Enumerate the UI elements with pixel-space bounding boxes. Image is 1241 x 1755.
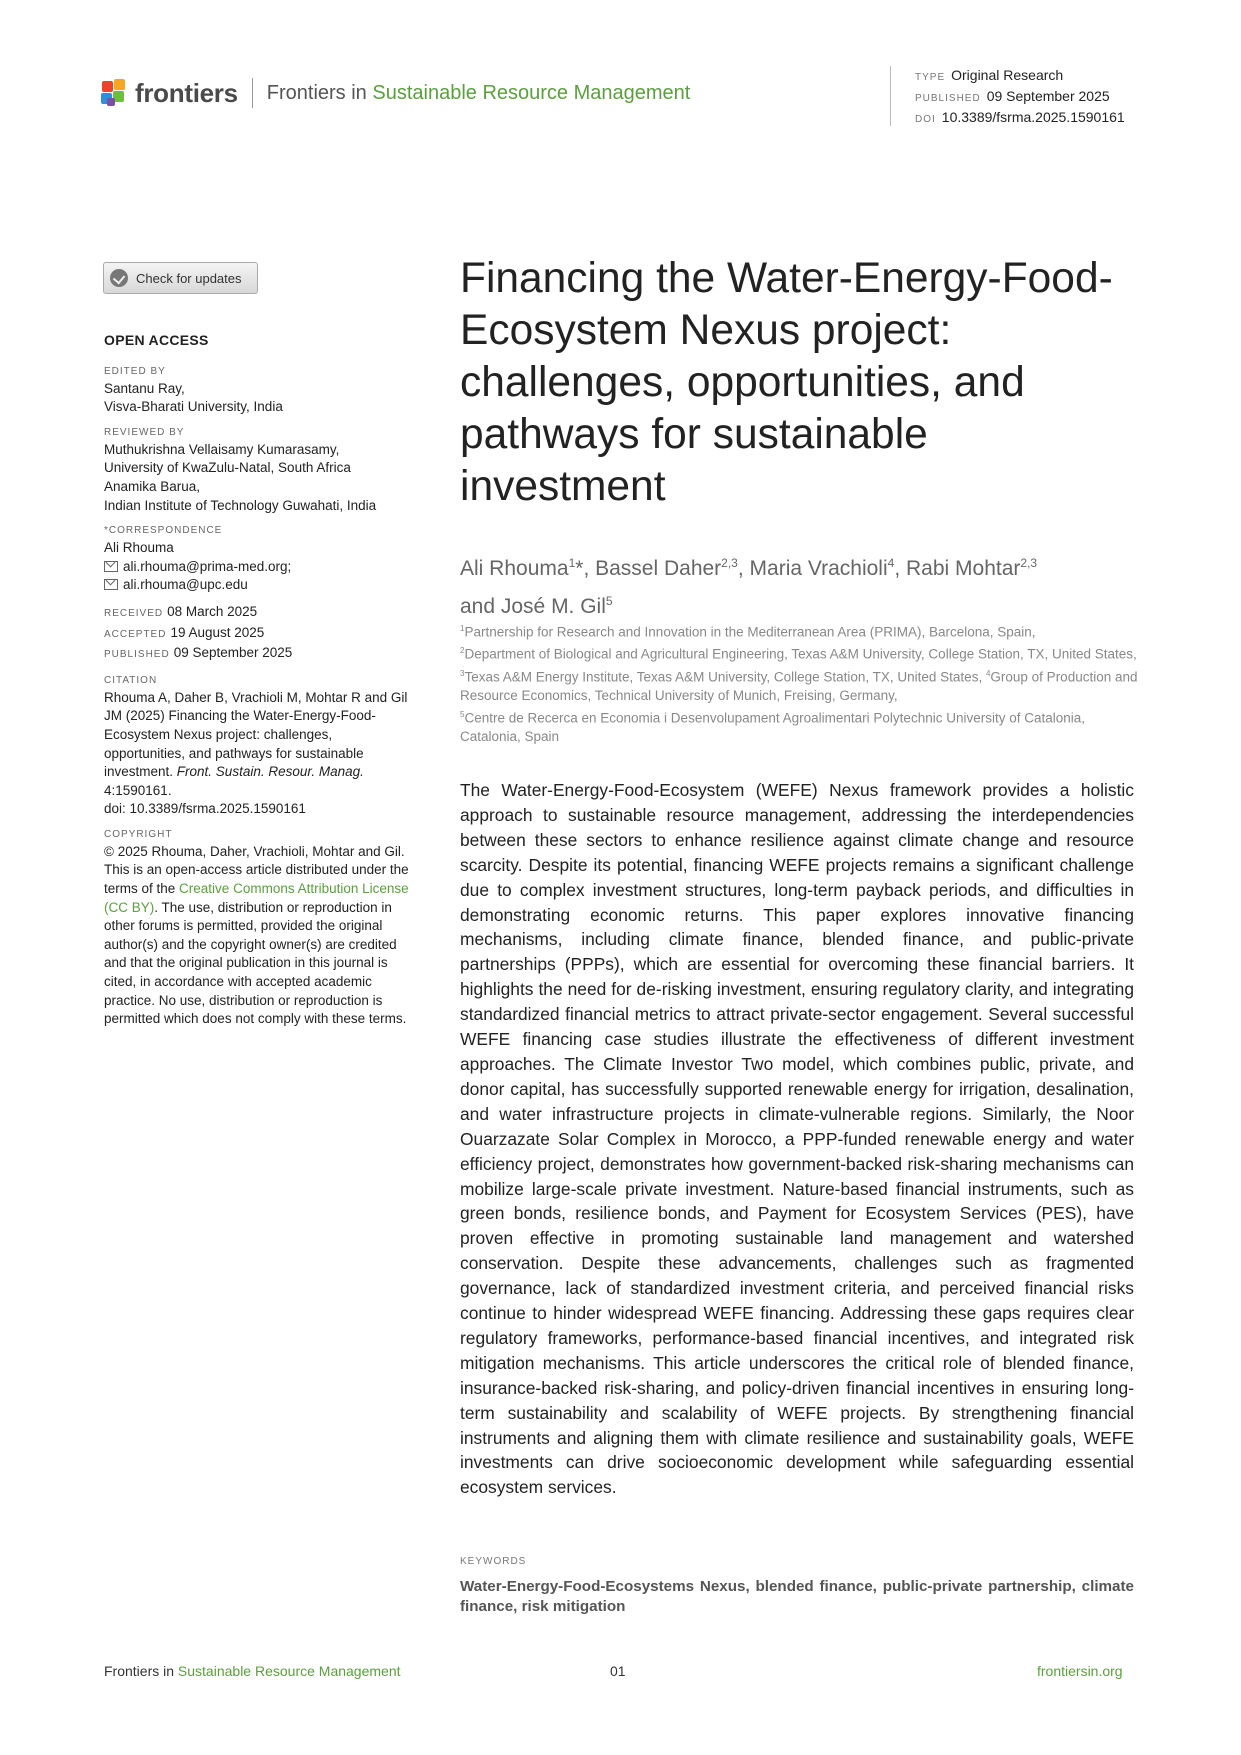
- copyright-section: [104, 827, 414, 1029]
- received-value: 08 March 2025: [167, 603, 258, 619]
- citation-label: CITATION: [104, 674, 158, 686]
- meta-published-label: PUBLISHED: [915, 93, 981, 104]
- accepted-value: 19 August 2025: [170, 624, 265, 640]
- copyright-body-rest: . The use, distribution or reproduction in other forums is permitted, provided the original author(s) and the copyright owner(s) are credited and that the original publication in this journal is cited, in accordance with accepted academic practice. No use, distribution or reproduction is permitted which does not comply with these terms.: [104, 899, 407, 1027]
- check-updates-icon: [110, 269, 128, 287]
- correspondence-name: Ali Rhouma: [104, 540, 174, 556]
- envelope-icon: [104, 561, 118, 572]
- author-name: Rabi Mohtar: [906, 557, 1021, 580]
- footer-site-link[interactable]: frontiersin.org: [1037, 1663, 1123, 1679]
- affiliation-number: 5: [460, 709, 465, 719]
- copyright-label: COPYRIGHT: [104, 828, 173, 840]
- received-date: [104, 603, 414, 624]
- copyright-text: [104, 843, 414, 1029]
- author-affiliation-sup: 4: [887, 556, 895, 570]
- citation-body: Rhouma A, Daher B, Vrachioli M, Mohtar R and Gil JM (2025) Financing the Water-Energy-Food-Ecosystem Nexus project: challenges, opportunities, and pathways for sustainable investment.: [104, 689, 408, 780]
- page-number: 01: [610, 1663, 626, 1679]
- journal-title: Sustainable Resource Management: [372, 81, 691, 104]
- reviewer-affiliation: University of KwaZulu-Natal, South Africa: [104, 460, 351, 476]
- frontiers-logo[interactable]: [101, 75, 690, 111]
- affiliation-text: Centre de Recerca en Economia i Desenvolupament Agroalimentari Polytechnic University of Catalonia, Catalonia, Spain: [460, 710, 1086, 744]
- correspondence-section: [104, 523, 414, 595]
- author-separator: ,: [737, 557, 750, 580]
- journal-name: [267, 82, 691, 105]
- author-affiliation-sup: 2,3: [1020, 556, 1038, 570]
- journal-prefix: Frontiers in: [266, 81, 367, 104]
- affiliation-number: 4: [985, 668, 991, 678]
- copyright-body: © 2025 Rhouma, Daher, Vrachioli, Mohtar and Gil. This is an open-access article distributed under the terms of the: [104, 843, 409, 897]
- email-line: [104, 558, 414, 577]
- affiliation-text: Department of Biological and Agricultural Engineering, Texas A&M University, College Station, TX, United States,: [464, 646, 1137, 662]
- reviewer-affiliation: Indian Institute of Technology Guwahati, India: [104, 497, 377, 513]
- accepted-label: ACCEPTED: [104, 628, 167, 640]
- cc-by-license-link[interactable]: Creative Commons Attribution License (CC BY): [104, 881, 409, 915]
- affiliation-number: 2: [460, 646, 465, 656]
- published-value: 09 September 2025: [173, 645, 293, 661]
- meta-published: [915, 87, 1125, 108]
- citation-journal: Front. Sustain. Resour. Manag.: [176, 764, 364, 780]
- footer-journal-name: Sustainable Resource Management: [177, 1663, 401, 1679]
- meta-doi-label: DOI: [915, 114, 936, 125]
- reviewed-by-label: REVIEWED BY: [104, 426, 185, 438]
- meta-doi: [915, 108, 1125, 129]
- author-name: Maria Vrachioli: [749, 557, 888, 580]
- correspondence-label: *CORRESPONDENCE: [104, 525, 223, 537]
- article-meta: [890, 66, 1125, 126]
- author-separator: ,: [583, 557, 596, 580]
- meta-type-label: TYPE: [915, 72, 946, 83]
- published-label: PUBLISHED: [104, 649, 170, 661]
- affiliation-number: 1: [460, 624, 465, 633]
- keywords: Water-Energy-Food-Ecosystems Nexus, blended finance, public-private partnership, climate finance, risk mitigation: [460, 1578, 1134, 1615]
- reviewed-by-section: [104, 425, 414, 515]
- author-name: Bassel Daher: [595, 557, 722, 580]
- published-date: [104, 644, 414, 665]
- affiliation-text: Texas A&M Energy Institute, Texas A&M University, College Station, TX, United States,: [464, 669, 986, 685]
- affiliation-number: 3: [460, 668, 465, 678]
- email-line: [104, 576, 414, 595]
- citation-doi[interactable]: doi: 10.3389/fsrma.2025.1590161: [104, 801, 306, 817]
- meta-published-value: 09 September 2025: [986, 88, 1110, 104]
- sidebar-info: [104, 331, 414, 1037]
- author-affiliation-sup: 5: [605, 594, 613, 608]
- open-access-label: OPEN ACCESS: [104, 332, 209, 348]
- author-name: Ali Rhouma: [460, 557, 569, 580]
- footer-journal: [104, 1663, 401, 1679]
- dates-section: [104, 603, 414, 665]
- reviewer-name: Anamika Barua,: [104, 478, 201, 494]
- abstract: The Water-Energy-Food-Ecosystem (WEFE) Nexus framework provides a holistic approach to sustainable resource management, addressing the interdependencies between these sectors to enhance resilience against climate change and resource scarcity. Despite its potential, financing WEFE projects remains a significant challenge due to complex investment structures, long-term payback periods, and difficulties in demonstrating economic returns. This paper explores innovative financing mechanisms, including climate finance, blended finance, and public-private partnerships (PPPs), which are essential for overcoming these financial barriers. It highlights the need for de-risking investment, ensuring regulatory clarity, and integrating standardized financial metrics to attract private-sector engagement. Several successful WEFE financing case studies illustrate the effectiveness of different investment approaches. The Climate Investor Two model, which combines public, private, and donor capital, has successfully supported renewable energy for irrigation, desalination, and water infrastructure projects in climate-vulnerable regions. Similarly, the Noor Ouarzazate Solar Complex in Morocco, a PPP-funded renewable energy and water efficiency project, demonstrates how government-backed risk-sharing mechanisms can mobilize large-scale private investment. Nature-based financial instruments, such as green bonds, resilience bonds, and Payment for Ecosystem Services (PES), have proven effective in promoting sustainable land management and watershed conservation. Despite these advancements, challenges such as fragmented governance, lack of standardized investment criteria, and perceived financial risks continue to hinder widespread WEFE financing. Addressing these gaps requires clear regulatory frameworks, performance-based financial incentives, and integrated risk mitigation mechanisms. This article underscores the critical role of blended finance, insurance-backed risk-sharing, and policy-driven financial incentives in ensuring long-term sustainability and scalability of WEFE projects. By strengthening financial instruments and aligning them with climate resilience and sustainability goals, WEFE investments can drive socioeconomic development while safeguarding essential ecosystem services.: [460, 780, 1134, 1498]
- affiliation-text: Partnership for Research and Innovation in the Mediterranean Area (PRIMA), Barcelona, Spain,: [464, 624, 1036, 640]
- editor-affiliation: Visva-Bharati University, India: [104, 399, 283, 415]
- keywords-label: KEYWORDS: [460, 1556, 527, 1567]
- meta-doi-value[interactable]: 10.3389/fsrma.2025.1590161: [941, 109, 1125, 125]
- check-updates-label: Check for updates: [136, 270, 242, 286]
- accepted-date: [104, 624, 414, 645]
- reviewer-name: Muthukrishna Vellaisamy Kumarasamy,: [104, 441, 340, 457]
- editor-name: Santanu Ray,: [104, 380, 185, 396]
- citation-section: [104, 673, 414, 819]
- meta-type: [915, 66, 1125, 87]
- frontiers-wordmark: frontiers: [135, 77, 238, 108]
- received-label: RECEIVED: [104, 607, 164, 619]
- author-affiliation-sup: 2,3: [721, 556, 738, 570]
- citation-volume: 4:1590161.: [104, 782, 172, 798]
- affiliation-list: [460, 620, 1140, 747]
- meta-type-value: Original Research: [951, 67, 1064, 83]
- envelope-icon: [104, 579, 118, 590]
- affiliation-text: Group of Production and Resource Economics, Technical University of Munich, Freising, Germany,: [460, 669, 1138, 703]
- footer-journal-prefix: Frontiers in: [104, 1663, 175, 1679]
- author-affiliation-sup: 1: [568, 556, 576, 570]
- logo-divider: [252, 78, 253, 108]
- corresponding-mark: *: [575, 557, 584, 580]
- edited-by-label: EDITED BY: [104, 365, 166, 377]
- email-link[interactable]: ali.rhouma@upc.edu: [123, 577, 248, 593]
- email-link[interactable]: ali.rhouma@prima-med.org;: [123, 558, 292, 574]
- check-for-updates-button[interactable]: [103, 262, 258, 294]
- frontiers-logo-icon: [101, 79, 127, 107]
- edited-by-section: [104, 364, 414, 417]
- author-name: and José M. Gil: [460, 595, 606, 618]
- author-separator: ,: [894, 557, 906, 580]
- author-list: [460, 547, 1140, 623]
- citation-text: [104, 689, 414, 801]
- article-title: Financing the Water-Energy-Food-Ecosystem Nexus project: challenges, opportunities, and pathways for sustainable investment: [460, 255, 1113, 510]
